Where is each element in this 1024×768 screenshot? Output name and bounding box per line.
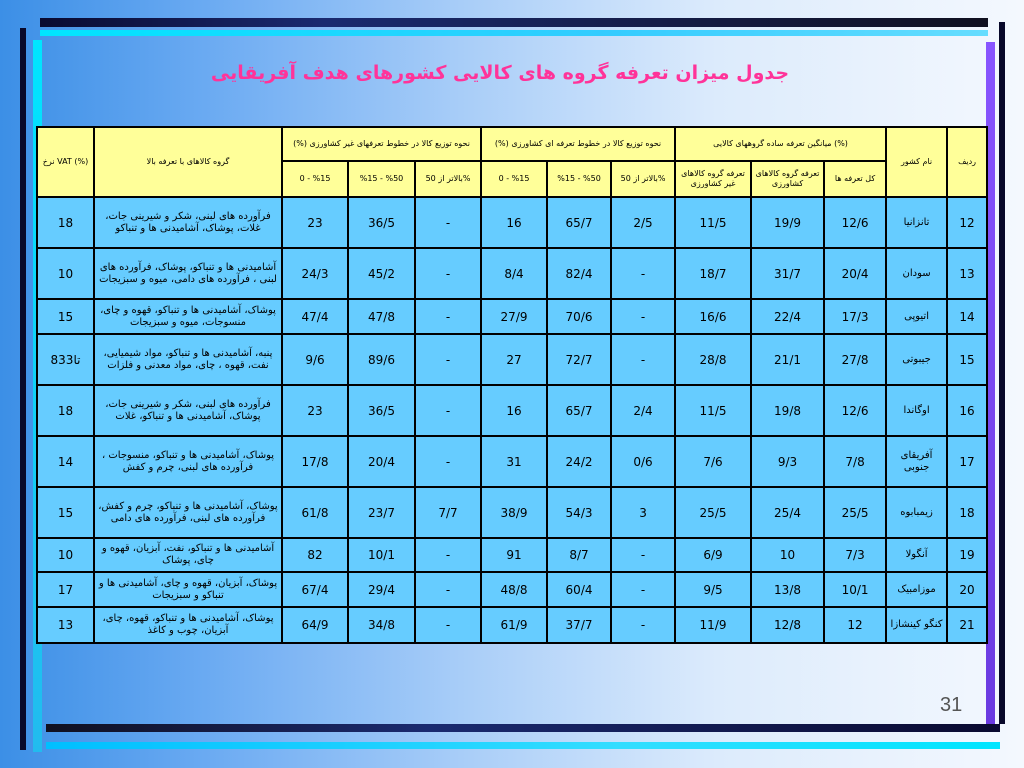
avg-agri-cell: 22/4: [751, 299, 824, 334]
frame-top-dark: [40, 18, 988, 27]
na-15-50-cell: 47/8: [348, 299, 415, 334]
ag-15-50-cell: 70/6: [547, 299, 611, 334]
na-15-50-cell: 10/1: [348, 538, 415, 572]
header-avg-tariff: میانگین تعرفه ساده گروههای کالایی (%): [675, 127, 886, 161]
na-over50-cell: -: [415, 299, 481, 334]
country-cell: اتیوپی: [886, 299, 947, 334]
header-goods: گروه کالاهای با تعرفه بالا: [94, 127, 282, 197]
na-0-15-cell: 82: [282, 538, 348, 572]
header-country: نام کشور: [886, 127, 947, 197]
avg-nonagri-cell: 9/5: [675, 572, 751, 607]
row-number-cell: 13: [947, 248, 987, 299]
avg-nonagri-cell: 6/9: [675, 538, 751, 572]
na-15-50-cell: 23/7: [348, 487, 415, 538]
na-15-50-cell: 34/8: [348, 607, 415, 643]
avg-agri-cell: 21/1: [751, 334, 824, 385]
ag-15-50-cell: 8/7: [547, 538, 611, 572]
country-cell: موزامبیک: [886, 572, 947, 607]
table-row: [37, 248, 987, 299]
frame-bottom-cyan: [46, 742, 1000, 749]
table-row: [37, 487, 987, 538]
vat-cell: 15: [37, 299, 94, 334]
country-cell: آفریقای جنوبی: [886, 436, 947, 487]
goods-cell: پوشاک، آشامیدنی ها و تنباکو، قهوه، چای، آبزیان، چوب و کاغذ: [94, 607, 282, 643]
ag-0-15-cell: 8/4: [481, 248, 547, 299]
ag-over50-cell: 2/5: [611, 197, 675, 248]
ag-0-15-cell: 61/9: [481, 607, 547, 643]
ag-15-50-cell: 54/3: [547, 487, 611, 538]
na-over50-cell: -: [415, 385, 481, 436]
avg-agri-cell: 13/8: [751, 572, 824, 607]
header-na-15-50: %15 - %50: [348, 161, 415, 197]
ag-15-50-cell: 37/7: [547, 607, 611, 643]
vat-cell: 15: [37, 487, 94, 538]
vat-cell: 13: [37, 607, 94, 643]
avg-agri-cell: 19/9: [751, 197, 824, 248]
row-number-cell: 18: [947, 487, 987, 538]
na-0-15-cell: 61/8: [282, 487, 348, 538]
slide-title: جدول میزان تعرفه گروه های کالایی کشورهای هدف آفریقایی: [210, 62, 790, 84]
avg-all-cell: 20/4: [824, 248, 886, 299]
table-row: [37, 334, 987, 385]
frame-right-dark: [999, 22, 1005, 724]
header-agri-dist: (%) نحوه توزیع کالا در خطوط تعرفه ای کشاورزی: [481, 127, 675, 161]
row-number-cell: 15: [947, 334, 987, 385]
country-cell: سودان: [886, 248, 947, 299]
header-avg-all: کل تعرفه ها: [824, 161, 886, 197]
vat-cell: 10: [37, 248, 94, 299]
header-ag-0-15: 0 - %15: [481, 161, 547, 197]
header-avg-agri: تعرفه گروه کالاهای کشاورزی: [751, 161, 824, 197]
frame-left-dark: [20, 28, 26, 750]
row-number-cell: 17: [947, 436, 987, 487]
header-ag-15-50: %15 - %50: [547, 161, 611, 197]
country-cell: آنگولا: [886, 538, 947, 572]
ag-over50-cell: -: [611, 607, 675, 643]
header-nonagri-dist: (%) نحوه توزیع کالا در خطوط تعرفهای غیر کشاورزی: [282, 127, 481, 161]
vat-cell: 8تا33: [37, 334, 94, 385]
na-0-15-cell: 9/6: [282, 334, 348, 385]
avg-nonagri-cell: 11/5: [675, 197, 751, 248]
country-cell: کنگو کینشازا: [886, 607, 947, 643]
na-over50-cell: -: [415, 607, 481, 643]
row-number-cell: 12: [947, 197, 987, 248]
na-over50-cell: 7/7: [415, 487, 481, 538]
ag-0-15-cell: 48/8: [481, 572, 547, 607]
ag-15-50-cell: 60/4: [547, 572, 611, 607]
avg-agri-cell: 19/8: [751, 385, 824, 436]
goods-cell: پوشاک، آبزیان، قهوه و چای، آشامیدنی ها و تنباکو و سبزیجات: [94, 572, 282, 607]
ag-0-15-cell: 31: [481, 436, 547, 487]
avg-all-cell: 25/5: [824, 487, 886, 538]
avg-nonagri-cell: 25/5: [675, 487, 751, 538]
table-row: [37, 607, 987, 643]
avg-nonagri-cell: 7/6: [675, 436, 751, 487]
avg-all-cell: 10/1: [824, 572, 886, 607]
avg-all-cell: 12/6: [824, 385, 886, 436]
ag-0-15-cell: 91: [481, 538, 547, 572]
vat-cell: 10: [37, 538, 94, 572]
avg-agri-cell: 31/7: [751, 248, 824, 299]
goods-cell: آشامیدنی ها و تنباکو، نفت، آبزیان، قهوه و چای، پوشاک: [94, 538, 282, 572]
table-row: [37, 436, 987, 487]
ag-over50-cell: -: [611, 334, 675, 385]
na-0-15-cell: 47/4: [282, 299, 348, 334]
avg-all-cell: 12/6: [824, 197, 886, 248]
avg-all-cell: 27/8: [824, 334, 886, 385]
avg-nonagri-cell: 28/8: [675, 334, 751, 385]
goods-cell: پوشاک، آشامیدنی ها و تنباکو، چرم و کفش، فرآورده های لبنی، فرآورده های دامی: [94, 487, 282, 538]
ag-15-50-cell: 24/2: [547, 436, 611, 487]
header-row: ردیف: [947, 127, 987, 197]
header-na-over50: بالاتر از 50%: [415, 161, 481, 197]
header-ag-over50: بالاتر از 50%: [611, 161, 675, 197]
ag-over50-cell: -: [611, 248, 675, 299]
table-row: [37, 385, 987, 436]
na-0-15-cell: 67/4: [282, 572, 348, 607]
ag-0-15-cell: 16: [481, 385, 547, 436]
na-15-50-cell: 45/2: [348, 248, 415, 299]
ag-0-15-cell: 16: [481, 197, 547, 248]
header-vat: نرخ VAT (%): [37, 127, 94, 197]
ag-over50-cell: 0/6: [611, 436, 675, 487]
goods-cell: فرآورده های لبنی، شکر و شیرینی جات، غلات، پوشاک، آشامیدنی ها و تنباکو: [94, 197, 282, 248]
row-number-cell: 21: [947, 607, 987, 643]
na-15-50-cell: 29/4: [348, 572, 415, 607]
avg-nonagri-cell: 11/9: [675, 607, 751, 643]
ag-over50-cell: -: [611, 572, 675, 607]
header-na-0-15: 0 - %15: [282, 161, 348, 197]
table-row: [37, 572, 987, 607]
vat-cell: 18: [37, 385, 94, 436]
na-0-15-cell: 64/9: [282, 607, 348, 643]
na-over50-cell: -: [415, 334, 481, 385]
row-number-cell: 20: [947, 572, 987, 607]
na-15-50-cell: 36/5: [348, 385, 415, 436]
na-0-15-cell: 24/3: [282, 248, 348, 299]
avg-agri-cell: 12/8: [751, 607, 824, 643]
ag-15-50-cell: 72/7: [547, 334, 611, 385]
avg-nonagri-cell: 16/6: [675, 299, 751, 334]
na-15-50-cell: 89/6: [348, 334, 415, 385]
header-avg-nonagri: تعرفه گروه کالاهای غیر کشاورزی: [675, 161, 751, 197]
goods-cell: پوشاک، آشامیدنی ها و تنباکو، منسوجات ، فرآورده های لبنی، چرم و کفش: [94, 436, 282, 487]
row-number-cell: 16: [947, 385, 987, 436]
ag-over50-cell: 2/4: [611, 385, 675, 436]
ag-over50-cell: -: [611, 538, 675, 572]
na-over50-cell: -: [415, 197, 481, 248]
na-over50-cell: -: [415, 572, 481, 607]
na-over50-cell: -: [415, 538, 481, 572]
frame-bottom-dark: [46, 724, 1000, 732]
row-number-cell: 19: [947, 538, 987, 572]
ag-0-15-cell: 27: [481, 334, 547, 385]
avg-all-cell: 7/3: [824, 538, 886, 572]
goods-cell: فرآورده های لبنی، شکر و شیرینی جات، پوشاک، آشامیدنی ها و تنباکو، غلات: [94, 385, 282, 436]
tariff-table: [36, 126, 988, 644]
page-number: 31: [940, 694, 963, 716]
na-0-15-cell: 23: [282, 385, 348, 436]
avg-nonagri-cell: 18/7: [675, 248, 751, 299]
country-cell: زیمبابوه: [886, 487, 947, 538]
vat-cell: 17: [37, 572, 94, 607]
table-row: [37, 538, 987, 572]
avg-nonagri-cell: 11/5: [675, 385, 751, 436]
ag-15-50-cell: 65/7: [547, 385, 611, 436]
ag-over50-cell: -: [611, 299, 675, 334]
vat-cell: 18: [37, 197, 94, 248]
country-cell: تانزانیا: [886, 197, 947, 248]
avg-agri-cell: 10: [751, 538, 824, 572]
na-over50-cell: -: [415, 248, 481, 299]
ag-over50-cell: 3: [611, 487, 675, 538]
country-cell: اوگاندا: [886, 385, 947, 436]
ag-15-50-cell: 82/4: [547, 248, 611, 299]
avg-all-cell: 12: [824, 607, 886, 643]
table-row: [37, 197, 987, 248]
country-cell: جیبوتی: [886, 334, 947, 385]
row-number-cell: 14: [947, 299, 987, 334]
na-15-50-cell: 36/5: [348, 197, 415, 248]
ag-0-15-cell: 27/9: [481, 299, 547, 334]
goods-cell: پوشاک، آشامیدنی ها و تنباکو، قهوه و چای، منسوجات، میوه و سبزیجات: [94, 299, 282, 334]
frame-top-cyan: [40, 30, 988, 36]
table-row: [37, 299, 987, 334]
ag-0-15-cell: 38/9: [481, 487, 547, 538]
goods-cell: پنبه، آشامیدنی ها و تنباکو، مواد شیمیایی، نفت، قهوه ، چای، مواد معدنی و فلزات: [94, 334, 282, 385]
na-15-50-cell: 20/4: [348, 436, 415, 487]
ag-15-50-cell: 65/7: [547, 197, 611, 248]
na-over50-cell: -: [415, 436, 481, 487]
avg-all-cell: 17/3: [824, 299, 886, 334]
na-0-15-cell: 23: [282, 197, 348, 248]
na-0-15-cell: 17/8: [282, 436, 348, 487]
avg-agri-cell: 25/4: [751, 487, 824, 538]
avg-agri-cell: 9/3: [751, 436, 824, 487]
vat-cell: 14: [37, 436, 94, 487]
avg-all-cell: 7/8: [824, 436, 886, 487]
goods-cell: آشامیدنی ها و تنباکو، پوشاک، فرآورده های لبنی ، فرآورده های دامی، میوه و سبزیجات: [94, 248, 282, 299]
